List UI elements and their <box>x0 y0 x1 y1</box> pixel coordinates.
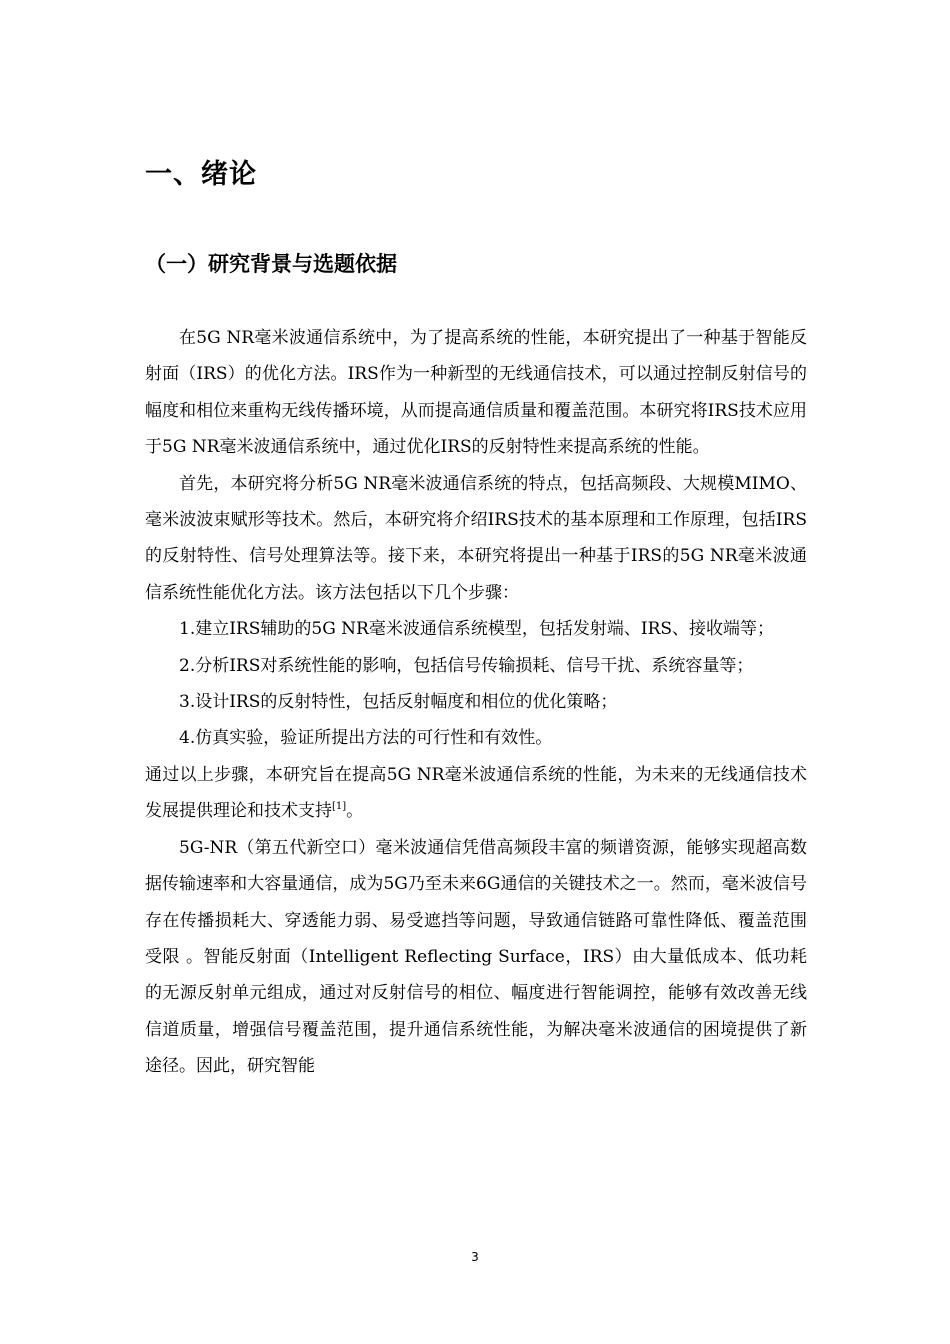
page-number: 3 <box>471 1250 479 1264</box>
summary-end: 。 <box>346 801 364 822</box>
paragraph-background: 5G-NR（第五代新空口）毫米波通信凭借高频段丰富的频谱资源，能够实现超高数据传输速率和大容量通信，成为5G乃至未来6G通信的关键技术之一。然而，毫米波信号存在传播损耗大、穿透能力弱、易受遮挡等问题，导致通信链路可靠性降低、覆盖范围受限 。智能反射面（Intelligent Reflecting Surface，IRS）由大量低成本、低功耗的无源反射单元组成，通过对反射信号的相位、幅度进行智能调控，能够有效改善无线信道质量，增强信号覆盖范围，提升通信系统性能，为解决毫米波通信的困境提供了新途径。因此，研究智能 <box>145 837 807 1077</box>
paragraph-summary <box>145 757 807 830</box>
chapter-heading: 一、绪论 <box>145 159 257 190</box>
step-1: 1.建立IRS辅助的5G NR毫米波通信系统模型，包括发射端、IRS、接收端等； <box>179 619 775 640</box>
section-heading: （一）研究背景与选题依据 <box>145 252 397 276</box>
citation-ref[interactable]: [1] <box>332 801 347 813</box>
summary-text: 通过以上步骤，本研究旨在提高5G NR毫米波通信系统的性能，为未来的无线通信技术发展提供理论和技术支持 <box>145 764 807 822</box>
step-4: 4.仿真实验，验证所提出方法的可行性和有效性。 <box>179 728 553 749</box>
step-2: 2.分析IRS对系统性能的影响，包括信号传输损耗、信号干扰、系统容量等； <box>179 655 754 676</box>
paragraph-method: 首先，本研究将分析5G NR毫米波通信系统的特点，包括高频段、大规模MIMO、毫米波波束赋形等技术。然后，本研究将介绍IRS技术的基本原理和工作原理，包括IRS的反射特性、信号处理算法等。接下来，本研究将提出一种基于IRS的5G NR毫米波通信系统性能优化方法。该方法包括以下几个步骤： <box>145 473 807 603</box>
step-3: 3.设计IRS的反射特性，包括反射幅度和相位的优化策略； <box>179 692 618 713</box>
body-text <box>145 320 807 1085</box>
paragraph-intro: 在5G NR毫米波通信系统中，为了提高系统的性能，本研究提出了一种基于智能反射面（IRS）的优化方法。IRS作为一种新型的无线通信技术，可以通过控制反射信号的幅度和相位来重构无线传播环境，从而提高通信质量和覆盖范围。本研究将IRS技术应用于5G NR毫米波通信系统中，通过优化IRS的反射特性来提高系统的性能。 <box>145 328 807 458</box>
